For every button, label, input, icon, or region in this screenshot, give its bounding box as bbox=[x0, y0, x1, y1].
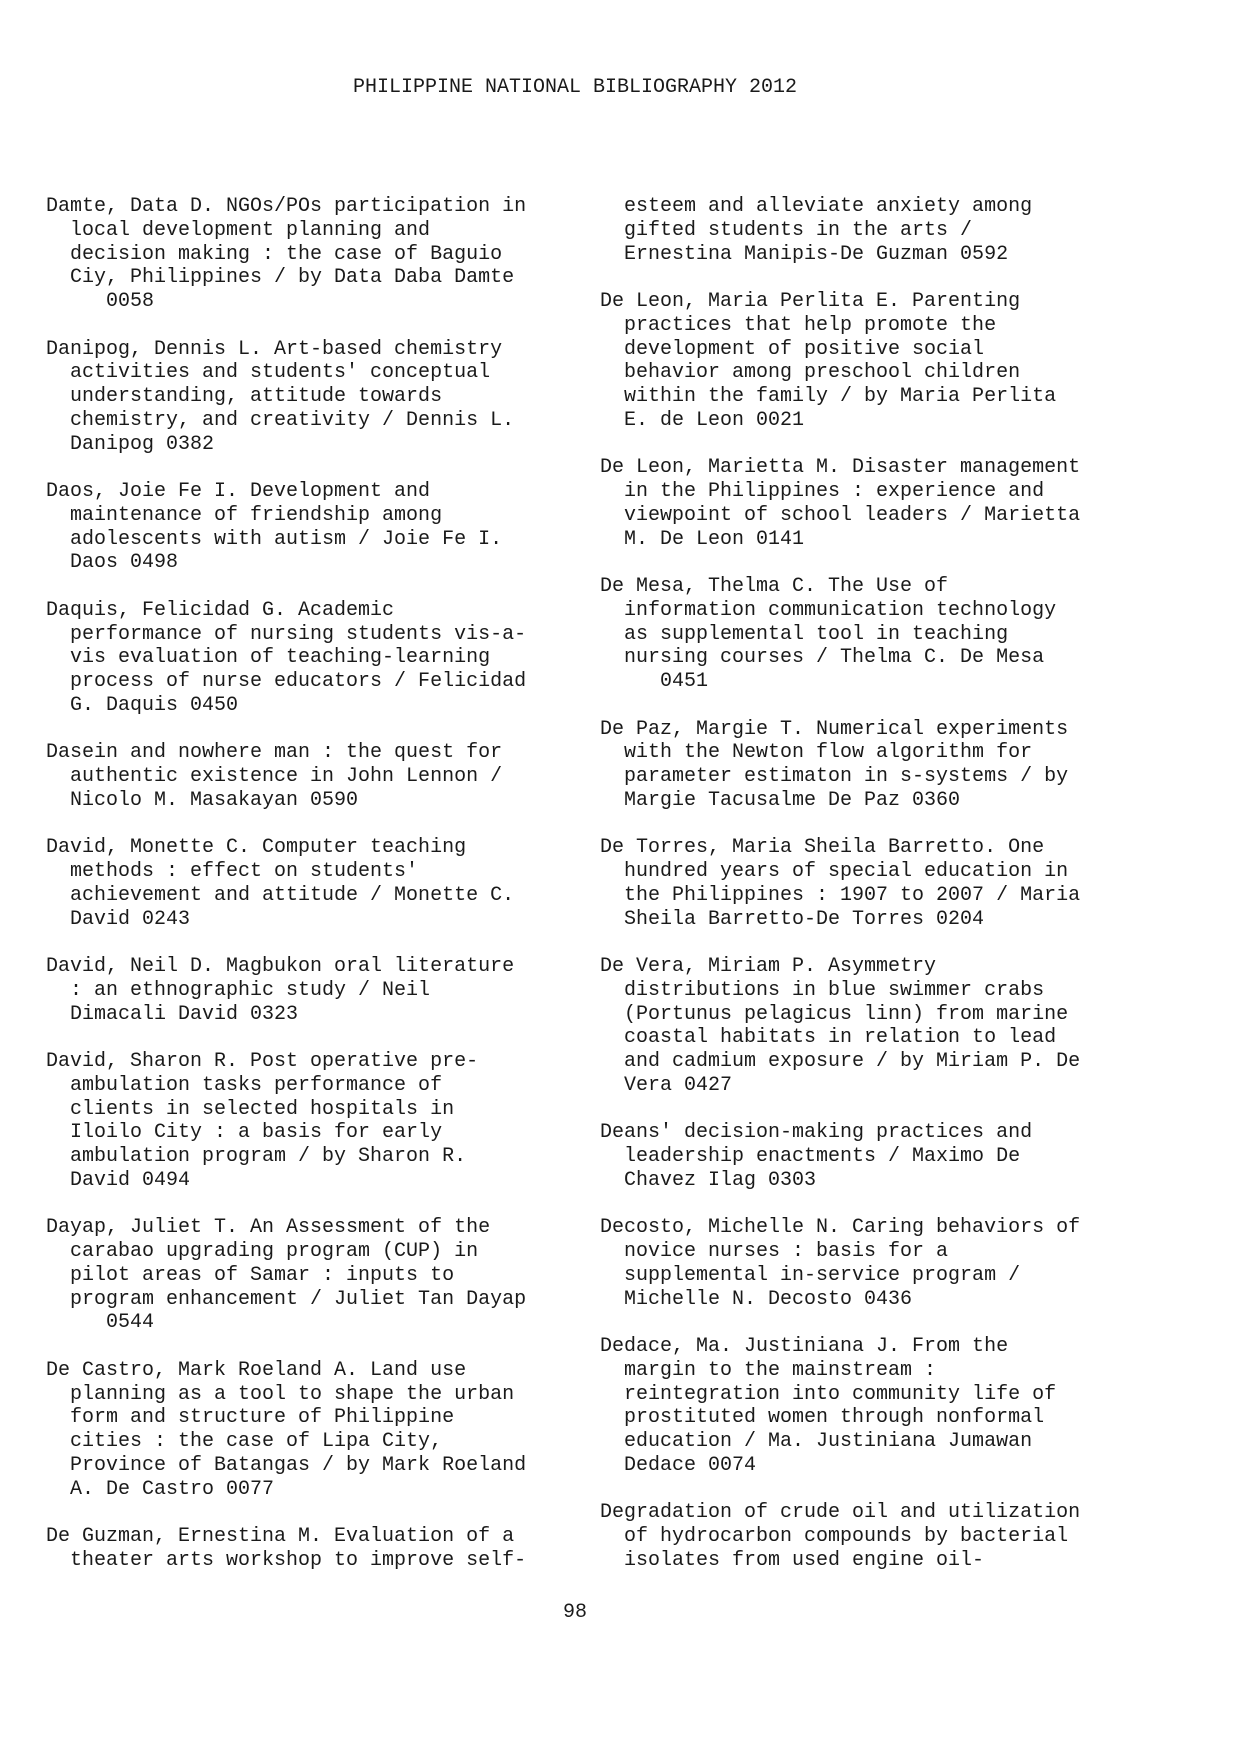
bibliography-line: : an ethnographic study / Neil bbox=[46, 978, 431, 1002]
entry-spacer bbox=[600, 1193, 1120, 1217]
bibliography-line: supplemental in-service program / bbox=[600, 1263, 1021, 1287]
bibliography-line: local development planning and bbox=[46, 218, 431, 242]
bibliography-line: De Leon, Maria Perlita E. Parenting bbox=[600, 290, 1021, 313]
bibliography-line: authentic existence in John Lennon / bbox=[46, 765, 503, 788]
entry-spacer bbox=[46, 1501, 566, 1525]
bibliography-line: Ernestina Manipis-De Guzman 0592 bbox=[600, 242, 1009, 266]
bibliography-line: reintegration into community life of bbox=[600, 1382, 1057, 1406]
bibliography-line: education / Ma. Justiniana Jumawan bbox=[600, 1430, 1033, 1453]
bibliography-line: and cadmium exposure / by Miriam P. De bbox=[600, 1050, 1081, 1073]
bibliography-line: adolescents with autism / Joie Fe I. bbox=[46, 527, 503, 551]
bibliography-line: Dayap, Juliet T. An Assessment of the bbox=[46, 1216, 491, 1240]
entry-spacer bbox=[46, 1193, 566, 1217]
entry-spacer bbox=[46, 931, 566, 955]
bibliography-line: novice nurses : basis for a bbox=[600, 1240, 949, 1263]
bibliography-line: practices that help promote the bbox=[600, 313, 997, 337]
bibliography-line: Dedace 0074 bbox=[600, 1453, 757, 1477]
bibliography-line: Daos 0498 bbox=[46, 551, 179, 575]
bibliography-line: clients in selected hospitals in bbox=[46, 1097, 455, 1121]
bibliography-line: isolates from used engine oil- bbox=[600, 1548, 985, 1572]
bibliography-line: David, Neil D. Magbukon oral literature bbox=[46, 955, 515, 978]
bibliography-line: achievement and attitude / Monette C. bbox=[46, 883, 515, 907]
bibliography-line: Danipog, Dennis L. Art-based chemistry bbox=[46, 337, 503, 361]
bibliography-line: Ciy, Philippines / by Data Daba Damte bbox=[46, 266, 515, 290]
bibliography-line: theater arts workshop to improve self- bbox=[46, 1548, 527, 1572]
bibliography-line: Chavez Ilag 0303 bbox=[600, 1168, 817, 1192]
bibliography-line: form and structure of Philippine bbox=[46, 1406, 455, 1430]
bibliography-line: decision making : the case of Baguio bbox=[46, 242, 503, 266]
bibliography-line: gifted students in the arts / bbox=[600, 218, 973, 242]
entry-spacer bbox=[46, 456, 566, 480]
bibliography-line: Dedace, Ma. Justiniana J. From the bbox=[600, 1335, 1009, 1358]
bibliography-line: David 0243 bbox=[46, 907, 191, 931]
bibliography-line: Nicolo M. Masakayan 0590 bbox=[46, 788, 359, 812]
bibliography-line: Danipog 0382 bbox=[46, 432, 215, 456]
entry-spacer bbox=[46, 718, 566, 742]
bibliography-line: De Leon, Marietta M. Disaster management bbox=[600, 456, 1081, 480]
entry-spacer bbox=[600, 1311, 1120, 1335]
bibliography-line: vis evaluation of teaching-learning bbox=[46, 646, 491, 670]
entry-spacer bbox=[600, 694, 1120, 718]
bibliography-line: David, Sharon R. Post operative pre- bbox=[46, 1050, 479, 1073]
entry-spacer bbox=[46, 1335, 566, 1359]
bibliography-line: De Torres, Maria Sheila Barretto. One bbox=[600, 836, 1045, 860]
bibliography-line: David, Monette C. Computer teaching bbox=[46, 836, 467, 860]
bibliography-line: prostituted women through nonformal bbox=[600, 1406, 1045, 1430]
bibliography-line: Daquis, Felicidad G. Academic bbox=[46, 598, 395, 622]
bibliography-line: Margie Tacusalme De Paz 0360 bbox=[600, 788, 961, 812]
bibliography-line: leadership enactments / Maximo De bbox=[600, 1145, 1021, 1168]
entry-spacer bbox=[46, 813, 566, 837]
bibliography-line: ambulation tasks performance of bbox=[46, 1073, 443, 1097]
bibliography-line: De Guzman, Ernestina M. Evaluation of a bbox=[46, 1525, 515, 1548]
bibliography-line: pilot areas of Samar : inputs to bbox=[46, 1263, 455, 1287]
bibliography-line: E. de Leon 0021 bbox=[600, 408, 805, 432]
bibliography-line: within the family / by Maria Perlita bbox=[600, 385, 1057, 408]
bibliography-line: Province of Batangas / by Mark Roeland bbox=[46, 1453, 527, 1477]
bibliography-line: G. Daquis 0450 bbox=[46, 693, 239, 717]
bibliography-line: cities : the case of Lipa City, bbox=[46, 1430, 443, 1453]
bibliography-line: 0544 bbox=[46, 1311, 155, 1335]
bibliography-line: process of nurse educators / Felicidad bbox=[46, 670, 527, 693]
bibliography-line: De Vera, Miriam P. Asymmetry bbox=[600, 955, 937, 978]
bibliography-line: distributions in blue swimmer crabs bbox=[600, 978, 1045, 1002]
bibliography-line: Deans' decision-making practices and bbox=[600, 1121, 1033, 1145]
entry-spacer bbox=[46, 575, 566, 599]
bibliography-line: ambulation program / by Sharon R. bbox=[46, 1145, 467, 1168]
bibliography-line: development of positive social bbox=[600, 337, 985, 361]
bibliography-line: esteem and alleviate anxiety among bbox=[600, 195, 1033, 218]
bibliography-line: M. De Leon 0141 bbox=[600, 527, 805, 551]
bibliography-line: carabao upgrading program (CUP) in bbox=[46, 1240, 479, 1263]
bibliography-line: of hydrocarbon compounds by bacterial bbox=[600, 1525, 1069, 1548]
bibliography-line: hundred years of special education in bbox=[600, 860, 1069, 883]
entry-spacer bbox=[600, 931, 1120, 955]
bibliography-line: performance of nursing students vis-a- bbox=[46, 622, 527, 646]
bibliography-line: 0058 bbox=[46, 290, 155, 313]
bibliography-line: (Portunus pelagicus linn) from marine bbox=[600, 1002, 1069, 1026]
entry-spacer bbox=[600, 266, 1120, 290]
bibliography-line: activities and students' conceptual bbox=[46, 361, 491, 385]
bibliography-line: De Mesa, Thelma C. The Use of bbox=[600, 575, 949, 598]
bibliography-line: nursing courses / Thelma C. De Mesa bbox=[600, 646, 1045, 670]
bibliography-line: Vera 0427 bbox=[600, 1073, 733, 1097]
bibliography-line: Degradation of crude oil and utilization bbox=[600, 1501, 1081, 1525]
bibliography-line: in the Philippines : experience and bbox=[600, 480, 1045, 503]
entry-spacer bbox=[600, 551, 1120, 575]
entry-spacer bbox=[600, 433, 1120, 457]
entry-spacer bbox=[46, 1026, 566, 1050]
bibliography-line: margin to the mainstream : bbox=[600, 1358, 937, 1382]
bibliography-line: information communication technology bbox=[600, 598, 1057, 622]
bibliography-line: methods : effect on students' bbox=[46, 860, 419, 883]
bibliography-line: A. De Castro 0077 bbox=[46, 1477, 275, 1501]
left-column bbox=[46, 195, 566, 1573]
right-column bbox=[600, 195, 1120, 1573]
bibliography-line: Iloilo City : a basis for early bbox=[46, 1121, 443, 1145]
bibliography-line: the Philippines : 1907 to 2007 / Maria bbox=[600, 883, 1081, 907]
bibliography-line: chemistry, and creativity / Dennis L. bbox=[46, 408, 515, 432]
bibliography-line: with the Newton flow algorithm for bbox=[600, 741, 1033, 765]
bibliography-line: as supplemental tool in teaching bbox=[600, 622, 1009, 646]
bibliography-line: coastal habitats in relation to lead bbox=[600, 1026, 1057, 1050]
page-header-title: PHILIPPINE NATIONAL BIBLIOGRAPHY 2012 bbox=[352, 76, 798, 99]
bibliography-line: Decosto, Michelle N. Caring behaviors of bbox=[600, 1216, 1081, 1240]
bibliography-line: planning as a tool to shape the urban bbox=[46, 1382, 515, 1406]
bibliography-line: Daos, Joie Fe I. Development and bbox=[46, 480, 431, 503]
entry-spacer bbox=[600, 813, 1120, 837]
bibliography-line: Michelle N. Decosto 0436 bbox=[600, 1287, 913, 1311]
bibliography-line: De Paz, Margie T. Numerical experiments bbox=[600, 717, 1069, 741]
entry-spacer bbox=[46, 314, 566, 338]
bibliography-line: viewpoint of school leaders / Marietta bbox=[600, 503, 1081, 527]
bibliography-line: Dimacali David 0323 bbox=[46, 1002, 299, 1026]
bibliography-line: program enhancement / Juliet Tan Dayap bbox=[46, 1287, 527, 1311]
bibliography-line: Sheila Barretto-De Torres 0204 bbox=[600, 907, 985, 931]
bibliography-line: Damte, Data D. NGOs/POs participation in bbox=[46, 195, 527, 218]
bibliography-line: understanding, attitude towards bbox=[46, 385, 443, 408]
bibliography-line: parameter estimaton in s-systems / by bbox=[600, 765, 1069, 788]
entry-spacer bbox=[600, 1478, 1120, 1502]
bibliography-line: maintenance of friendship among bbox=[46, 503, 443, 527]
bibliography-line: behavior among preschool children bbox=[600, 361, 1021, 385]
bibliography-line: David 0494 bbox=[46, 1168, 191, 1192]
entry-spacer bbox=[600, 1098, 1120, 1122]
page-number: 98 bbox=[562, 1601, 587, 1624]
bibliography-line: Dasein and nowhere man : the quest for bbox=[46, 741, 503, 765]
bibliography-line: De Castro, Mark Roeland A. Land use bbox=[46, 1358, 467, 1382]
bibliography-line: 0451 bbox=[600, 670, 709, 693]
